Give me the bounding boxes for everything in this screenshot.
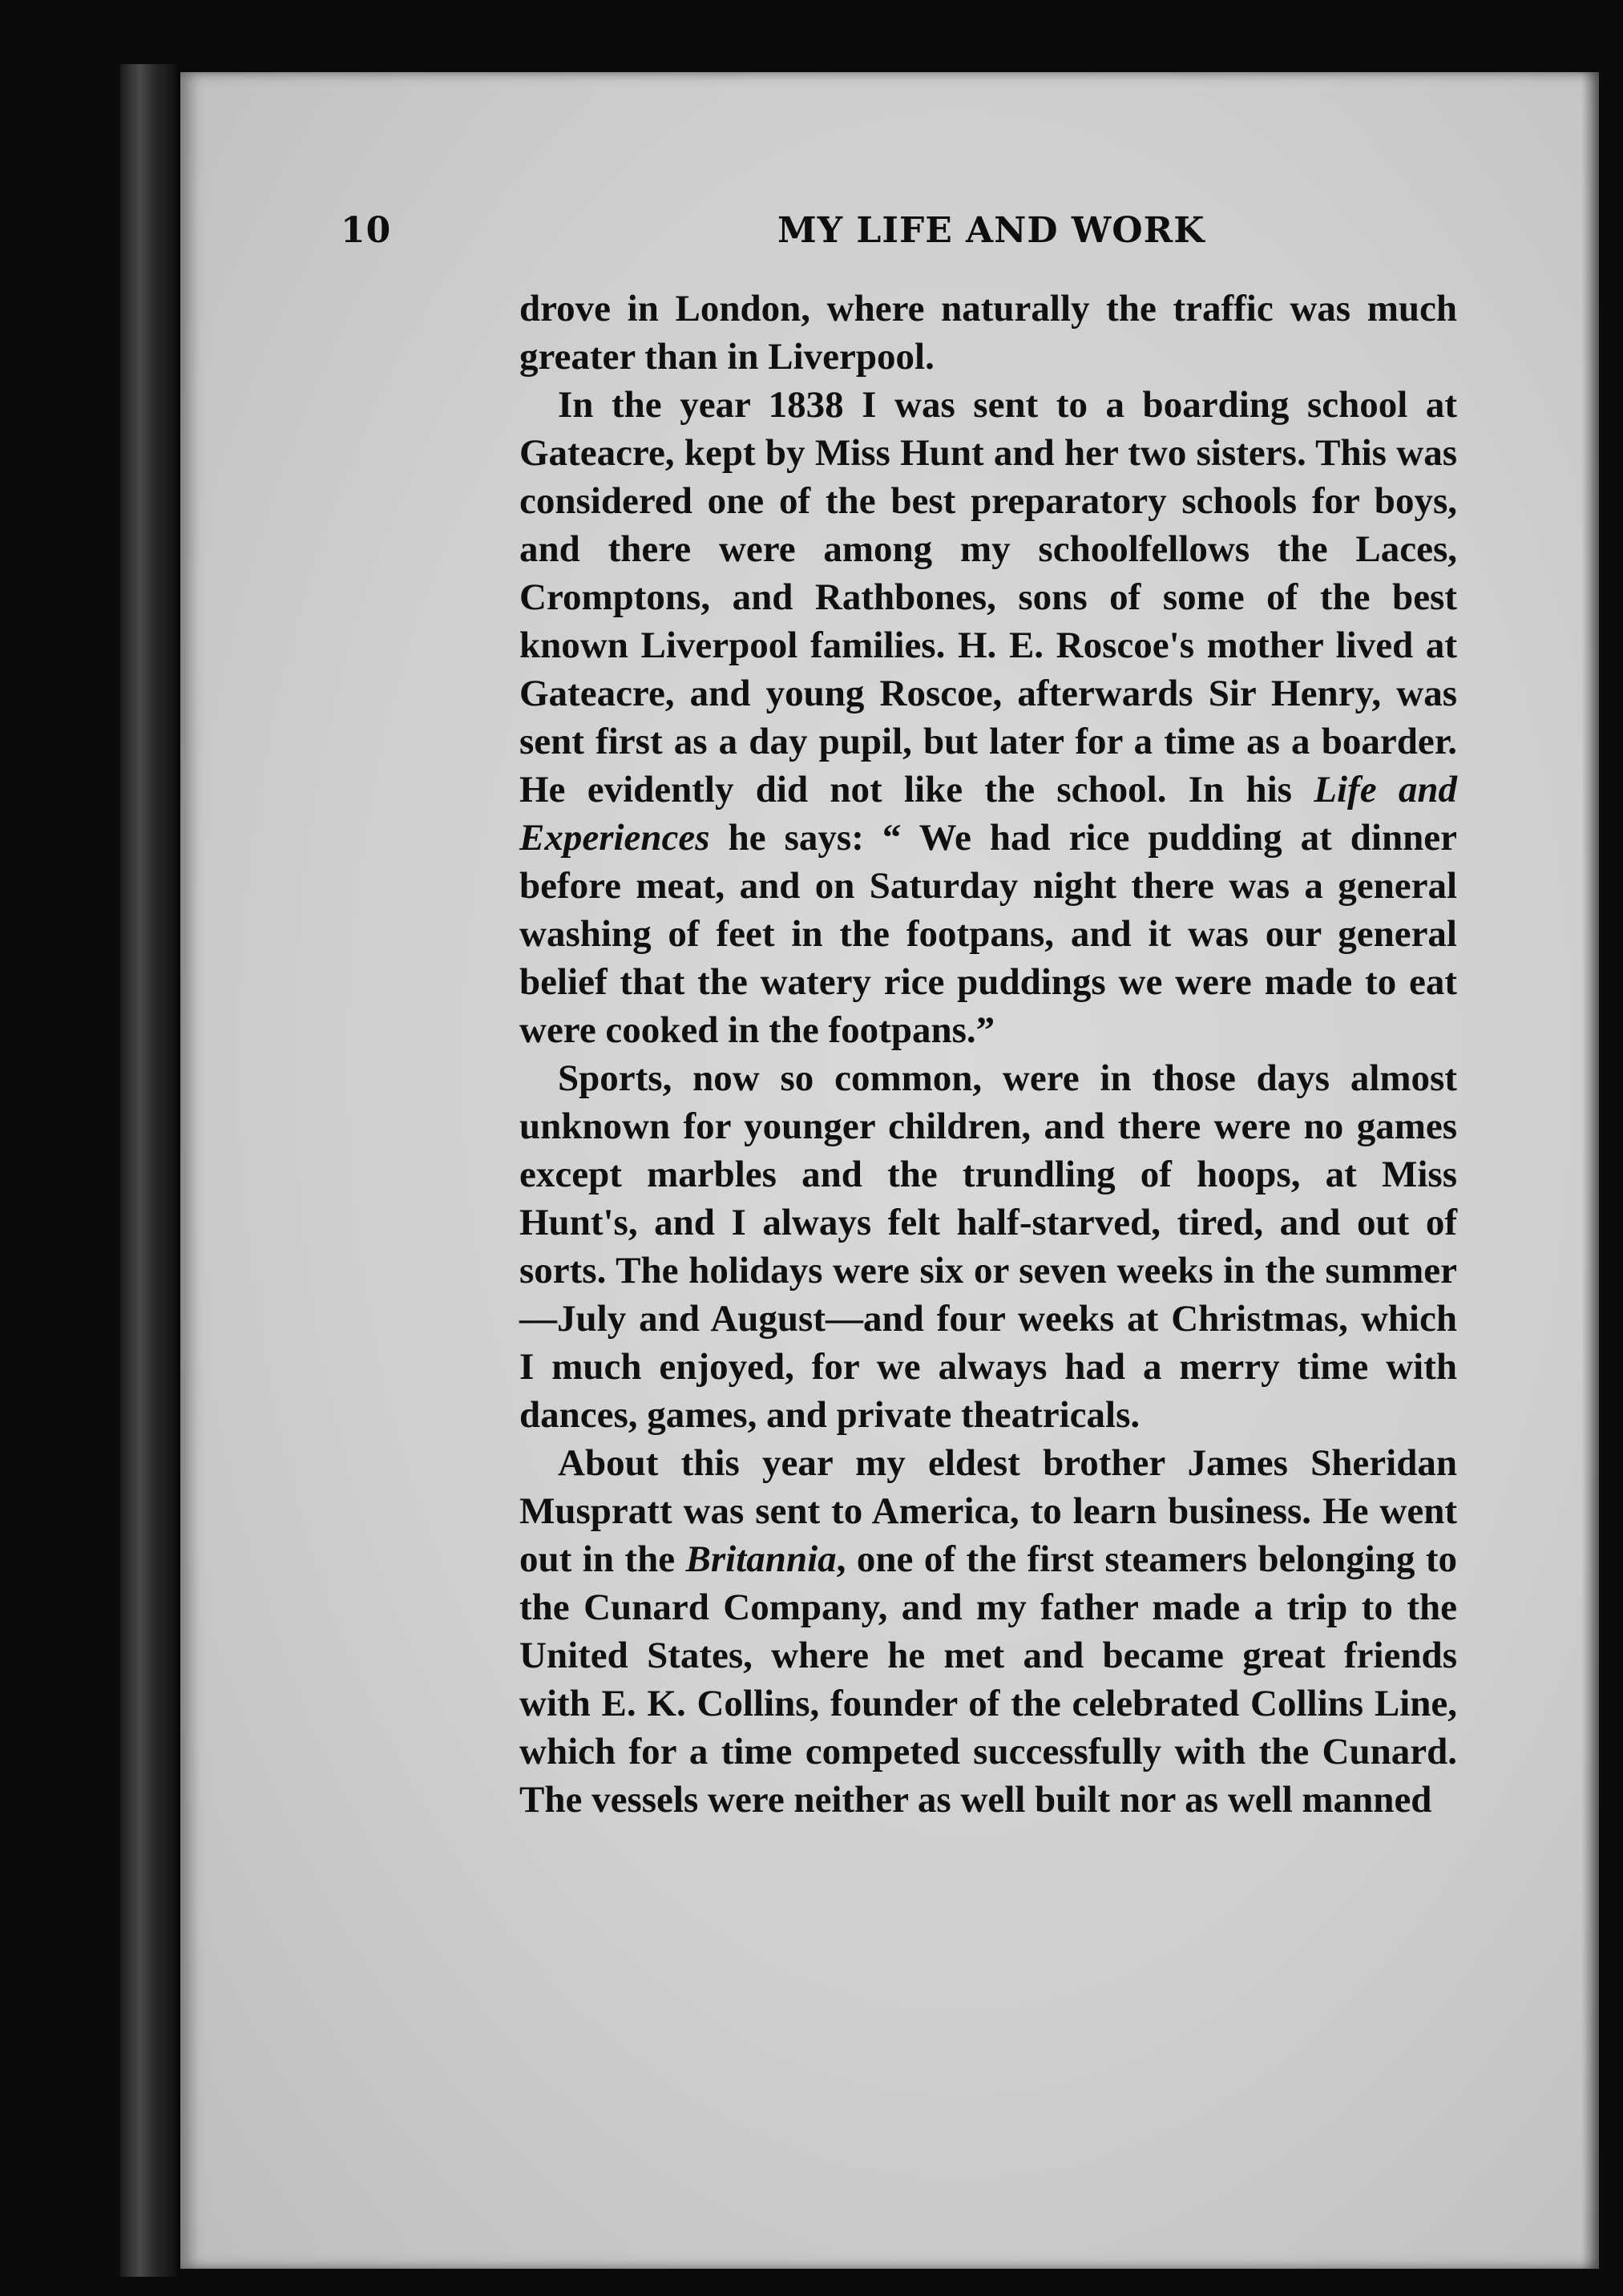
book-title-life-and-experiences: Life and Experiences bbox=[519, 769, 1457, 859]
paragraph-2-text-a: In the year 1838 I was sent to a boarding school at Gateacre, kept by Miss Hunt and her two sisters. This was considered one of the best preparatory schools for boys, and there were among my schoolfellows the Laces, Cromptons, and Rathbones, sons of some of the best known Liverpool families. H. E. Roscoe's mother lived at Gateacre, and young Roscoe, afterwards Sir Henry, was sent first as a day pupil, but later for a time as a boarder. He evidently did not like the school. In his bbox=[519, 384, 1457, 810]
running-head: MY LIFE AND WORK bbox=[777, 210, 1205, 251]
paragraph-4-text-a: About this year my eldest brother James Sheridan Muspratt was sent to America, to learn business. He went out in the bbox=[519, 1442, 1457, 1580]
body-text bbox=[519, 285, 1457, 1824]
paragraph-3-text: Sports, now so common, were in those days almost unknown for younger children, and there were no games except marbles and the trundling of hoops, at Miss Hunt's, and I always felt half-starved, tired, and out of sorts. The holidays were six or seven weeks in the summer —July and August—and four weeks at Christmas, which I much enjoyed, for we always had a merry time with dances, games, and private theatricals. bbox=[519, 1057, 1457, 1436]
paragraph-4 bbox=[519, 1439, 1457, 1824]
paragraph-4-text-b: , one of the first steamers belonging to the Cunard Company, and my father made a trip to the United States, where he met and became great friends with E. K. Collins, founder of the celebrated Collins Line, which for a time competed successfully with the Cunard. The vessels were neither as well built nor as well manned bbox=[519, 1538, 1457, 1821]
page-number: 10 bbox=[341, 210, 392, 251]
ship-name-britannia: Britannia bbox=[685, 1538, 837, 1580]
paragraph-1 bbox=[519, 285, 1457, 381]
paragraph-1-text: drove in London, where naturally the traffic was much greater than in Liverpool. bbox=[519, 288, 1457, 378]
book-spine-shadow bbox=[120, 64, 176, 2277]
paragraph-2-text-b: he says: “ We had rice pudding at dinner before meat, and on Saturday night there was a general washing of feet in the footpans, and it was our general belief that the watery rice puddings we were made to eat were cooked in the footpans.” bbox=[519, 817, 1457, 1051]
page-header bbox=[341, 210, 1463, 258]
paragraph-2 bbox=[519, 381, 1457, 1054]
paragraph-3 bbox=[519, 1054, 1457, 1439]
page-edge-shadow bbox=[1581, 72, 1599, 2269]
